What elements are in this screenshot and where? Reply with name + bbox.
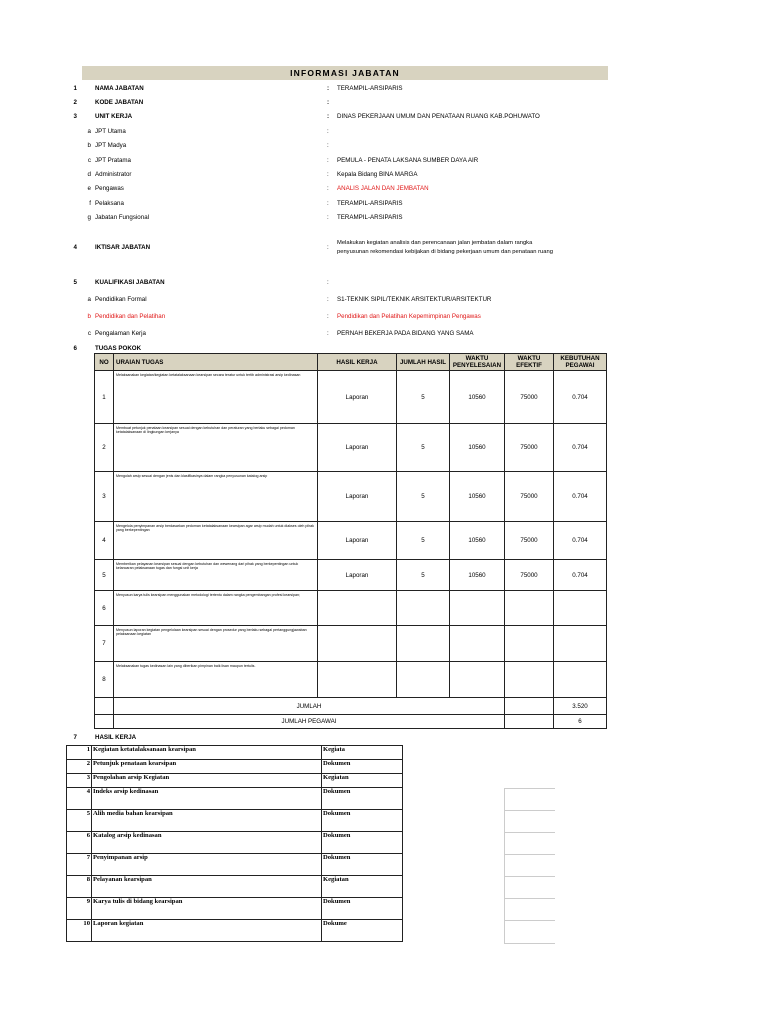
- row-kebutuhan: [554, 626, 607, 662]
- row-hasil: Laporan: [318, 371, 397, 424]
- row-waktu-efektif: 75000: [505, 472, 554, 522]
- header-uraian: URAIAN TUGAS: [114, 354, 318, 371]
- item-label: UNIT KERJA: [95, 113, 133, 120]
- header-no: NO: [95, 354, 114, 371]
- sub-letter: c: [87, 330, 91, 337]
- row-jumlah: 5: [397, 371, 450, 424]
- hk-no: 7: [67, 854, 92, 876]
- hk-unit: Kegiata: [322, 746, 403, 760]
- hk-item: Katalog arsip kedinasan: [92, 832, 322, 854]
- list-item: [67, 810, 403, 832]
- colon: :: [327, 113, 330, 120]
- sub-letter: b: [87, 142, 91, 149]
- grid-cell: [504, 788, 555, 811]
- row-jumlah: 5: [397, 424, 450, 472]
- row-jumlah: 5: [397, 522, 450, 560]
- row-waktu-efektif: [505, 591, 554, 626]
- row-kebutuhan: 0.704: [554, 424, 607, 472]
- hk-no: 9: [67, 898, 92, 920]
- sub-label: JPT Utama: [95, 128, 126, 135]
- hk-no: 10: [67, 920, 92, 942]
- table-row: [95, 472, 607, 522]
- ikhtisar-text: Melakukan kegiatan analisis dan perencanaan jalan jembatan dalam rangka: [337, 240, 533, 246]
- item-number: 2: [73, 99, 77, 106]
- row-jumlah: 5: [397, 472, 450, 522]
- colon: :: [327, 128, 329, 135]
- row-kebutuhan: 0.704: [554, 560, 607, 591]
- sub-letter: a: [87, 296, 91, 303]
- header-hasil: HASIL KERJA: [318, 354, 397, 371]
- table-row: [95, 371, 607, 424]
- hk-unit: Dokumen: [322, 898, 403, 920]
- row-kebutuhan: [554, 591, 607, 626]
- grid-cell: [504, 920, 555, 944]
- jumlah-value: 3.520: [554, 698, 607, 715]
- row-waktu-penyelesaian: 10560: [450, 560, 505, 591]
- row-jumlah: [397, 662, 450, 698]
- row-no: 1: [95, 371, 114, 424]
- list-item: [67, 746, 403, 760]
- hk-item: Karya tulis di bidang kearsipan: [92, 898, 322, 920]
- empty-cell: [95, 698, 114, 715]
- row-hasil: [318, 662, 397, 698]
- sub-letter: c: [87, 157, 91, 164]
- row-waktu-efektif: 75000: [505, 522, 554, 560]
- hk-unit: Dokumen: [322, 788, 403, 810]
- row-waktu-penyelesaian: [450, 591, 505, 626]
- hk-unit: Dokumen: [322, 760, 403, 774]
- jumlah-pegawai-row: [95, 715, 607, 729]
- row-waktu-penyelesaian: 10560: [450, 371, 505, 424]
- sub-value: TERAMPIL-ARSIPARIS: [337, 214, 403, 221]
- hk-no: 4: [67, 788, 92, 810]
- hk-item: Laporan kegiatan: [92, 920, 322, 942]
- row-hasil: Laporan: [318, 424, 397, 472]
- header-jumlah: JUMLAH HASIL: [397, 354, 450, 371]
- row-waktu-penyelesaian: [450, 662, 505, 698]
- list-item: [67, 920, 403, 942]
- hk-no: 5: [67, 810, 92, 832]
- row-no: 3: [95, 472, 114, 522]
- row-waktu-penyelesaian: 10560: [450, 522, 505, 560]
- tugas-table: [94, 353, 607, 729]
- colon: :: [327, 330, 329, 337]
- sub-label: Pengawas: [95, 185, 124, 192]
- item-value: TERAMPIL-ARSIPARIS: [337, 85, 403, 92]
- item-label: TUGAS POKOK: [95, 345, 142, 352]
- item-value: DINAS PEKERJAAN UMUM DAN PENATAAN RUANG KAB.POHUWATO: [337, 113, 540, 120]
- colon: :: [327, 279, 329, 286]
- hk-item: Petunjuk penataan kearsipan: [92, 760, 322, 774]
- sub-letter: d: [87, 171, 91, 178]
- colon: :: [327, 244, 329, 251]
- jumlah-label: JUMLAH: [114, 698, 505, 715]
- row-kebutuhan: [554, 662, 607, 698]
- colon: :: [327, 85, 330, 92]
- item-label: HASIL KERJA: [95, 734, 137, 741]
- item-label: KUALIFIKASI JABATAN: [95, 279, 165, 286]
- row-waktu-penyelesaian: 10560: [450, 424, 505, 472]
- sub-label: Jabatan Fungsional: [95, 214, 150, 221]
- table-row: [95, 662, 607, 698]
- row-uraian: Mengolah arsip sesuai dengan jenis dan klasifikasinya dalam rangka penyusunan katalog arsip: [114, 472, 318, 522]
- hk-unit: Dokumen: [322, 854, 403, 876]
- sub-value: TERAMPIL-ARSIPARIS: [337, 200, 403, 207]
- hk-unit: Dokumen: [322, 832, 403, 854]
- row-hasil: Laporan: [318, 560, 397, 591]
- sub-label: Pendidikan Formal: [95, 296, 147, 303]
- sub-value: Pendidikan dan Pelatihan Kepemimpinan Pengawas: [337, 313, 481, 320]
- list-item: [67, 788, 403, 810]
- row-kebutuhan: 0.704: [554, 522, 607, 560]
- row-hasil: Laporan: [318, 522, 397, 560]
- item-label: NAMA JABATAN: [95, 85, 144, 92]
- colon: :: [327, 157, 329, 164]
- row-no: 8: [95, 662, 114, 698]
- list-item: [67, 898, 403, 920]
- jumlah-pegawai-label: JUMLAH PEGAWAI: [114, 715, 505, 729]
- grid-cell: [504, 810, 555, 833]
- row-hasil: Laporan: [318, 472, 397, 522]
- hk-item: Indeks arsip kedinasan: [92, 788, 322, 810]
- grid-cell: [504, 876, 555, 899]
- table-row: [95, 522, 607, 560]
- row-no: 7: [95, 626, 114, 662]
- header-waktu-penyelesaian: WAKTU PENYELESAIAN: [450, 354, 505, 371]
- row-jumlah: 5: [397, 560, 450, 591]
- item-number: 7: [73, 734, 77, 741]
- row-uraian: Melaksanakan tugas kedinasan lain yang diberikan pimpinan baik lisan maupun tertulis.: [114, 662, 318, 698]
- sub-value: PEMULA - PENATA LAKSANA SUMBER DAYA AIR: [337, 157, 479, 164]
- hasil-kerja-table: [66, 745, 403, 942]
- ikhtisar-text: penyusunan rekomendasi kebijakan di bidang pekerjaan umum dan penataan ruang: [337, 249, 553, 255]
- row-kebutuhan: 0.704: [554, 472, 607, 522]
- colon: :: [327, 185, 329, 192]
- hk-no: 1: [67, 746, 92, 760]
- row-jumlah: [397, 591, 450, 626]
- row-waktu-efektif: [505, 626, 554, 662]
- sub-letter: b: [87, 313, 91, 320]
- item-number: 3: [73, 113, 77, 120]
- row-uraian: Memberikan pelayanan kearsipan sesuai dengan kebutuhan dan wewenang dari pihak yang berkepentingan untuk kelancaran pelaksanaan tugas dan fungsi unit kerja: [114, 560, 318, 591]
- row-kebutuhan: 0.704: [554, 371, 607, 424]
- row-waktu-efektif: [505, 662, 554, 698]
- colon: :: [327, 313, 329, 320]
- item-number: 5: [73, 279, 77, 286]
- colon: :: [327, 142, 329, 149]
- sub-value: S1-TEKNIK SIPIL/TEKNIK ARSITEKTUR/ARSITEKTUR: [337, 296, 492, 303]
- sub-label: JPT Madya: [95, 142, 127, 149]
- row-no: 2: [95, 424, 114, 472]
- sub-label: Pendidikan dan Pelatihan: [95, 313, 166, 320]
- table-row: [95, 560, 607, 591]
- item-number: 6: [73, 345, 77, 352]
- row-uraian: Menyusun karya tulis kearsipan menggunakan metodologi tertentu dalam rangka pengembangan profesi kearsipan;: [114, 591, 318, 626]
- sub-value: Kepala Bidang BINA MARGA: [337, 171, 418, 178]
- jumlah-row: [95, 698, 607, 715]
- sub-label: Administrator: [95, 171, 132, 178]
- header-kebutuhan: KEBUTUHAN PEGAWAI: [554, 354, 607, 371]
- hk-item: Kegiatan ketatalaksanaan kearsipan: [92, 746, 322, 760]
- sub-letter: g: [87, 214, 91, 221]
- sub-label: Pelaksana: [95, 200, 124, 207]
- row-waktu-efektif: 75000: [505, 371, 554, 424]
- sub-value: ANALIS JALAN DAN JEMBATAN: [337, 185, 429, 192]
- row-jumlah: [397, 626, 450, 662]
- colon: :: [327, 296, 329, 303]
- sub-label: Pengalaman Kerja: [95, 330, 146, 337]
- hk-unit: Kegiatan: [322, 774, 403, 788]
- list-item: [67, 774, 403, 788]
- row-uraian: Menyusun laporan kegiatan pengelolaan kearsipan sesuai dengan prosedur yang berlaku sebagai pertanggungjawaban pelaksanaan kegiatan: [114, 626, 318, 662]
- hk-item: Penyimpanan arsip: [92, 854, 322, 876]
- hk-no: 3: [67, 774, 92, 788]
- page-title: INFORMASI JABATAN: [82, 66, 608, 80]
- row-waktu-efektif: 75000: [505, 560, 554, 591]
- item-label: KODE JABATAN: [95, 99, 144, 106]
- row-uraian: Melaksanakan kegiatan/kegiatan ketatalaksanaan kearsipan secara teratur untuk tertib administrasi arsip kedinasan: [114, 371, 318, 424]
- row-no: 4: [95, 522, 114, 560]
- row-hasil: [318, 626, 397, 662]
- hk-no: 2: [67, 760, 92, 774]
- colon: :: [327, 99, 330, 106]
- hk-no: 6: [67, 832, 92, 854]
- sub-letter: e: [87, 185, 91, 192]
- hk-item: Pelayanan kearsipan: [92, 876, 322, 898]
- row-waktu-efektif: 75000: [505, 424, 554, 472]
- header-waktu-efektif: WAKTU EFEKTIF: [505, 354, 554, 371]
- empty-cell: [505, 698, 554, 715]
- hk-no: 8: [67, 876, 92, 898]
- hk-item: Pengolahan arsip Kegiatan: [92, 774, 322, 788]
- hk-unit: Dokume: [322, 920, 403, 942]
- grid-cell: [504, 854, 555, 877]
- row-no: 6: [95, 591, 114, 626]
- sub-value: PERNAH BEKERJA PADA BIDANG YANG SAMA: [337, 330, 474, 337]
- colon: :: [327, 214, 329, 221]
- row-uraian: Mengelola penyimpanan arsip berdasarkan pedoman ketatalaksanaan kearsipan agar arsip mudah untuk diakses oleh pihak yang berkepentingan: [114, 522, 318, 560]
- item-label: IKTISAR JABATAN: [95, 244, 151, 251]
- sub-label: JPT Pratama: [95, 157, 131, 164]
- table-row: [95, 424, 607, 472]
- list-item: [67, 854, 403, 876]
- list-item: [67, 876, 403, 898]
- sub-letter: a: [87, 128, 91, 135]
- empty-cell: [505, 715, 554, 729]
- row-hasil: [318, 591, 397, 626]
- hk-item: Alih media bahan kearsipan: [92, 810, 322, 832]
- item-number: 4: [73, 244, 77, 251]
- jumlah-pegawai-value: 6: [554, 715, 607, 729]
- colon: :: [327, 200, 329, 207]
- list-item: [67, 760, 403, 774]
- row-waktu-penyelesaian: 10560: [450, 472, 505, 522]
- row-no: 5: [95, 560, 114, 591]
- row-uraian: Membuat petunjuk penataan kearsipan sesuai dengan kebutuhan dan peraturan yang berlaku sebagai pedoman ketatalaksanaan di lingkungan kerjanya: [114, 424, 318, 472]
- row-waktu-penyelesaian: [450, 626, 505, 662]
- grid-cell: [504, 832, 555, 855]
- grid-cell: [504, 898, 555, 921]
- list-item: [67, 832, 403, 854]
- item-number: 1: [73, 85, 77, 92]
- empty-cell: [95, 715, 114, 729]
- tugas-header-row: [95, 354, 607, 371]
- hk-unit: Kegiatan: [322, 876, 403, 898]
- colon: :: [327, 171, 329, 178]
- hk-unit: Dokumen: [322, 810, 403, 832]
- sub-letter: f: [89, 200, 91, 207]
- table-row: [95, 591, 607, 626]
- table-row: [95, 626, 607, 662]
